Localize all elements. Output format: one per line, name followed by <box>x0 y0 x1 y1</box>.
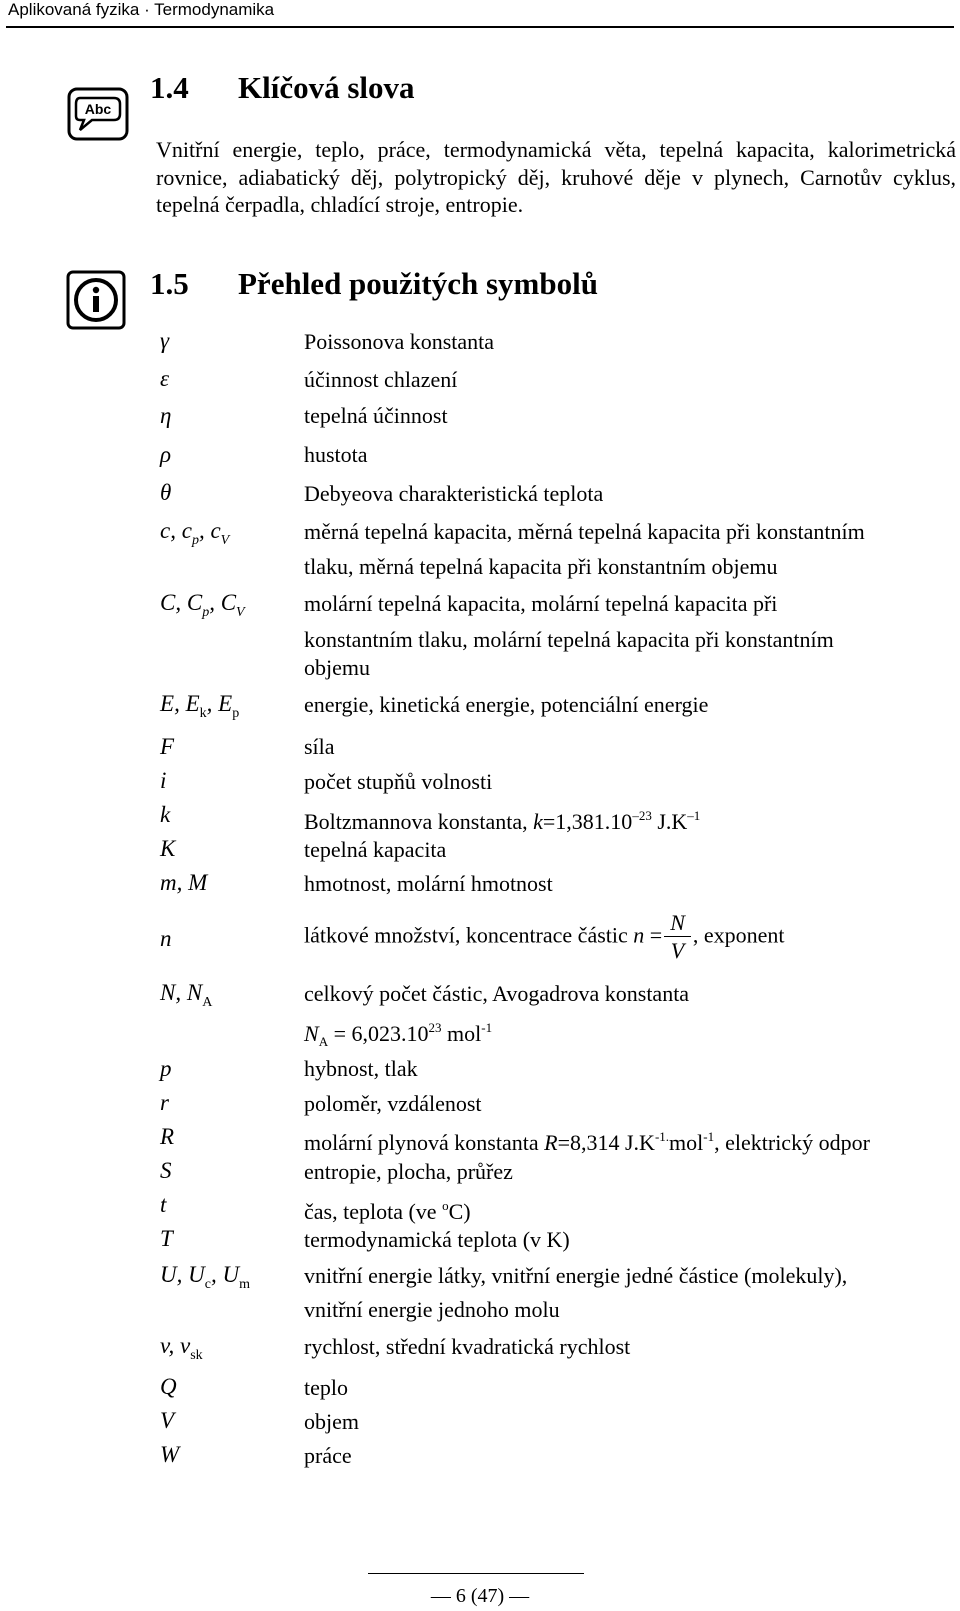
keywords-paragraph: Vnitřní energie, teplo, práce, termodynamická věta, tepelná kapacita, kalorimetrická rovnice, adiabatický děj, polytropický děj, kruhové děje v plynech, Carnotův cyklus, tepelná čerpadla, chladící stroje, entropie. <box>156 137 956 217</box>
symbol-gamma: γ <box>160 328 170 353</box>
symbol-entropy: S <box>160 1158 172 1183</box>
abc-speech-bubble-icon <box>66 86 130 150</box>
symbol-time: t <box>160 1192 167 1217</box>
symbol-heat: Q <box>160 1374 177 1399</box>
desc-volume: objem <box>304 1409 359 1434</box>
desc-momentum-pressure: hybnost, tlak <box>304 1056 418 1081</box>
desc-eta: tepelná účinnost <box>304 403 448 428</box>
desc-internal-energy-line2: vnitřní energie jednoho molu <box>304 1297 560 1322</box>
page-number: — 6 (47) — <box>430 1585 530 1607</box>
symbol-heat-capacity: K <box>160 836 176 861</box>
symbol-epsilon: ε <box>160 366 170 391</box>
section-heading: Klíčová slova <box>238 70 415 105</box>
desc-time: čas, teplota (ve $^o$C) <box>304 1198 471 1224</box>
symbol-thermodynamic-temperature: T <box>160 1226 173 1251</box>
desc-specific-heat-line1: měrná tepelná kapacita, měrná tepelná kapacita při konstantním <box>304 519 865 544</box>
symbol-momentum-pressure: p <box>160 1056 172 1081</box>
desc-radius: poloměr, vzdálenost <box>304 1091 482 1116</box>
symbol-energy: E, $E_k$, $E_p$ <box>160 691 240 721</box>
desc-heat-capacity: tepelná kapacita <box>304 837 447 862</box>
desc-theta: Debyeova charakteristická teplota <box>304 481 604 506</box>
desc-molar-heat-line3: objemu <box>304 655 370 680</box>
desc-force: síla <box>304 734 335 759</box>
symbol-theta: θ <box>160 480 172 505</box>
header-divider <box>6 26 954 28</box>
symbol-work: W <box>160 1442 180 1467</box>
desc-heat: teplo <box>304 1375 348 1400</box>
desc-epsilon: účinnost chlazení <box>304 367 458 392</box>
symbol-gas-constant: R <box>160 1124 175 1149</box>
section-heading: Přehled použitých symbolů <box>238 266 598 301</box>
symbol-boltzmann: k <box>160 802 171 827</box>
desc-entropy: entropie, plocha, průřez <box>304 1159 513 1184</box>
desc-amount: látkové množství, koncentrace částic n = $\frac{N}{V}$ , exponent <box>304 910 785 963</box>
symbol-amount: n <box>160 926 172 951</box>
symbol-specific-heat: c, $c_p$, $c_V$ <box>160 518 230 548</box>
section-title-keywords <box>150 70 415 106</box>
desc-particle-count-line1: celkový počet částic, Avogadrova konstanta <box>304 981 690 1006</box>
desc-avogadro-value: $N_A = 6,023.10^{23}$ mol$^{-1}$ <box>304 1020 493 1049</box>
symbol-particle-count: N, $N_A$ <box>160 980 213 1010</box>
symbol-radius: r <box>160 1090 169 1115</box>
desc-boltzmann: Boltzmannova konstanta, $k=1,381.10^{-23}$ $J.K^{-1}$ <box>304 808 701 834</box>
desc-specific-heat-line2: tlaku, měrná tepelná kapacita při konstantním objemu <box>304 554 778 579</box>
desc-degrees-of-freedom: počet stupňů volnosti <box>304 769 493 794</box>
symbol-rho: ρ <box>160 442 172 467</box>
symbol-mass: m, M <box>160 870 208 895</box>
desc-molar-heat-line2: konstantním tlaku, molární tepelná kapacita při konstantním <box>304 627 834 652</box>
info-icon <box>66 270 130 334</box>
desc-gamma: Poissonova konstanta <box>304 329 495 354</box>
desc-internal-energy-line1: vnitřní energie látky, vnitřní energie jedné částice (molekuly), <box>304 1263 848 1288</box>
symbol-eta: η <box>160 403 172 428</box>
symbol-force: F <box>160 734 175 759</box>
desc-thermodynamic-temperature: termodynamická teplota (v K) <box>304 1227 570 1252</box>
symbol-velocity: v, $v_{sk}$ <box>160 1333 203 1363</box>
desc-work: práce <box>304 1443 352 1468</box>
section-number: 1.5 <box>150 266 189 301</box>
symbol-volume: V <box>160 1408 175 1433</box>
desc-velocity: rychlost, střední kvadratická rychlost <box>304 1334 631 1359</box>
section-title-symbols <box>150 266 598 302</box>
desc-mass: hmotnost, molární hmotnost <box>304 871 553 896</box>
desc-rho: hustota <box>304 442 368 467</box>
symbol-degrees-of-freedom: i <box>160 768 167 793</box>
svg-text:Abc: Abc <box>84 101 112 117</box>
desc-energy: energie, kinetická energie, potenciální energie <box>304 692 709 717</box>
symbol-internal-energy: U, $U_c$, $U_m$ <box>160 1262 250 1292</box>
desc-molar-heat-line1: molární tepelná kapacita, molární tepelná kapacita při <box>304 591 778 616</box>
section-number: 1.4 <box>150 70 189 105</box>
running-header: Aplikovaná fyzika · Termodynamika <box>8 0 275 19</box>
symbol-molar-heat: C, $C_p$, $C_V$ <box>160 590 245 620</box>
fraction-n-over-v: $\frac{N}{V}$ <box>664 910 691 965</box>
footer-divider <box>368 1573 584 1574</box>
desc-gas-constant: molární plynová konstanta R=8,314 $J.K^{-1.}mol^{-1}$, elektrický odpor <box>304 1129 870 1155</box>
